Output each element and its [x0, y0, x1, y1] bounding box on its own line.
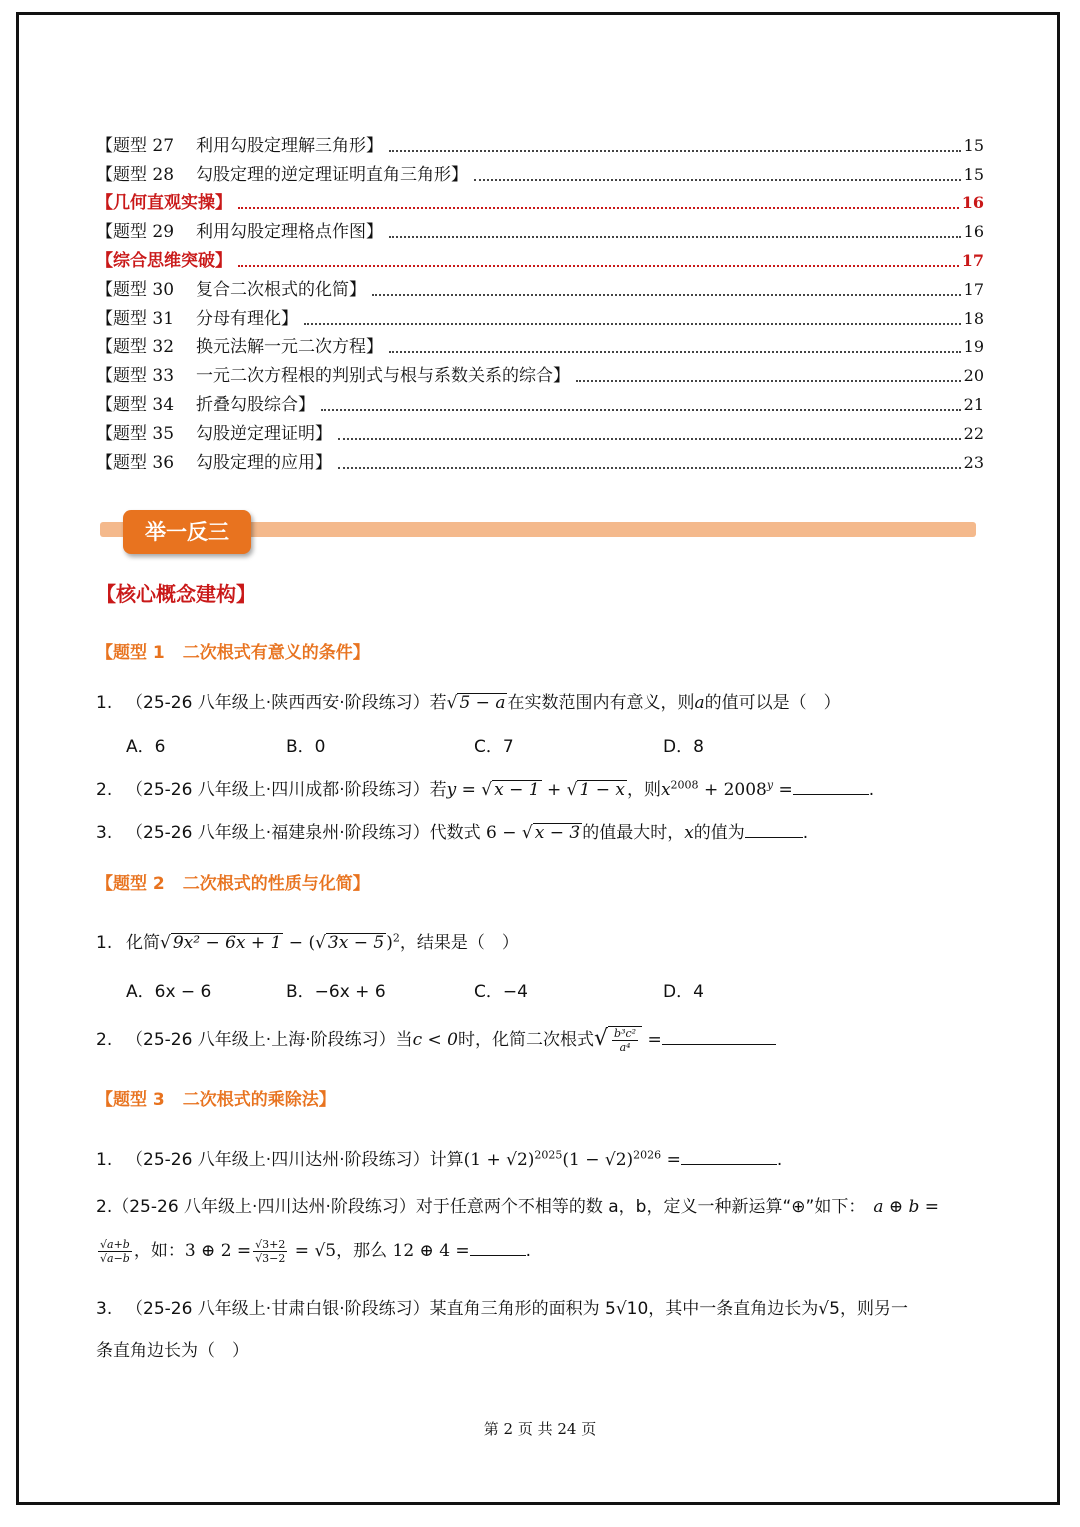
question: 1. （25-26 八年级上·陕西西安·阶段练习）若√ 5 − a 在实数范围内有意义，则a的值可以是（ ） — [96, 693, 841, 713]
question: 2. （25-26 八年级上·上海·阶段练习）当c < 0时，化简二次根式√ $\frac{\text{b³c²}}{\text{a⁴}}$ = — [96, 1025, 776, 1054]
type-title: 【题型 2 二次根式的性质与化简】 — [96, 874, 370, 894]
toc-row[interactable]: 【题型 33 一元二次方程根的判别式与根与系数关系的综合】 20 — [96, 366, 984, 387]
section-title: 【核心概念建构】 — [96, 582, 256, 606]
type-title: 【题型 3 二次根式的乘除法】 — [96, 1090, 336, 1110]
question-continuation: 条直角边长为（ ） — [96, 1341, 249, 1361]
answer-blank[interactable] — [745, 837, 803, 838]
answer-blank[interactable] — [681, 1164, 777, 1165]
banner-label: 举一反三 — [123, 510, 251, 554]
question-continuation: $\frac{√a+b}{√a-b}$ ，如：3 ⊕ 2 = $\frac{√3+2}{√3-2}$ = √5，那么 12 ⊕ 4 = . — [100, 1237, 532, 1265]
page-footer: 第 2 页 共 24 页 — [483, 1420, 597, 1438]
option[interactable]: C．7 — [474, 737, 514, 757]
question: 3. （25-26 八年级上·福建泉州·阶段练习）代数式 6 − √ x − 3 的值最大时，x的值为 . — [96, 823, 809, 843]
question: 1. 化简√ 9x² − 6x + 1 − (√ 3x − 5 )$^2$，结果是（ ） — [96, 931, 519, 953]
toc-row[interactable]: 【题型 31 分母有理化】 18 — [96, 308, 984, 329]
table-of-contents — [96, 128, 984, 474]
type-title: 【题型 1 二次根式有意义的条件】 — [96, 643, 370, 663]
toc-row[interactable]: 【题型 29 利用勾股定理格点作图】 16 — [96, 222, 984, 243]
option[interactable]: B．−6x + 6 — [286, 982, 386, 1002]
toc-row[interactable]: 【题型 30 复合二次根式的化简】 17 — [96, 279, 984, 300]
question: 1. （25-26 八年级上·四川达州·阶段练习）计算$(1 + √2)^{2025}(1 - √2)^{2026}$ = . — [96, 1148, 783, 1170]
option[interactable]: D．8 — [663, 737, 704, 757]
toc-row[interactable]: 【题型 36 勾股定理的应用】 23 — [96, 452, 984, 473]
toc-row[interactable]: 【题型 27 利用勾股定理解三角形】 15 — [96, 135, 984, 156]
option[interactable]: B．0 — [286, 737, 326, 757]
toc-row[interactable]: 【题型 32 换元法解一元二次方程】 19 — [96, 337, 984, 358]
toc-row[interactable]: 【题型 34 折叠勾股综合】 21 — [96, 394, 984, 415]
question: 2. （25-26 八年级上·四川成都·阶段练习）若y = √ x − 1 + √ 1 − x ，则$x^{2008} + 2008^y$ = . — [96, 778, 875, 800]
option[interactable]: D．4 — [663, 982, 704, 1002]
question: 2.（25-26 八年级上·四川达州·阶段练习）对于任意两个不相等的数 a，b，定义一种新运算“⊕”如下： a ⊕ b = — [96, 1197, 940, 1217]
option[interactable]: A．6 — [126, 737, 166, 757]
option[interactable]: A．6x − 6 — [126, 982, 212, 1002]
toc-section-row[interactable]: 【综合思维突破】 17 — [96, 250, 984, 271]
toc-row[interactable]: 【题型 28 勾股定理的逆定理证明直角三角形】 15 — [96, 164, 984, 185]
toc-row[interactable]: 【题型 35 勾股逆定理证明】 22 — [96, 423, 984, 444]
answer-blank[interactable] — [470, 1255, 526, 1256]
toc-section-row[interactable]: 【几何直观实操】 16 — [96, 193, 984, 214]
question: 3. （25-26 八年级上·甘肃白银·阶段练习）某直角三角形的面积为 5√10，其中一条直角边长为√5，则另一 — [96, 1299, 908, 1319]
answer-blank[interactable] — [793, 794, 869, 795]
option[interactable]: C．−4 — [474, 982, 528, 1002]
answer-blank[interactable] — [662, 1044, 776, 1045]
